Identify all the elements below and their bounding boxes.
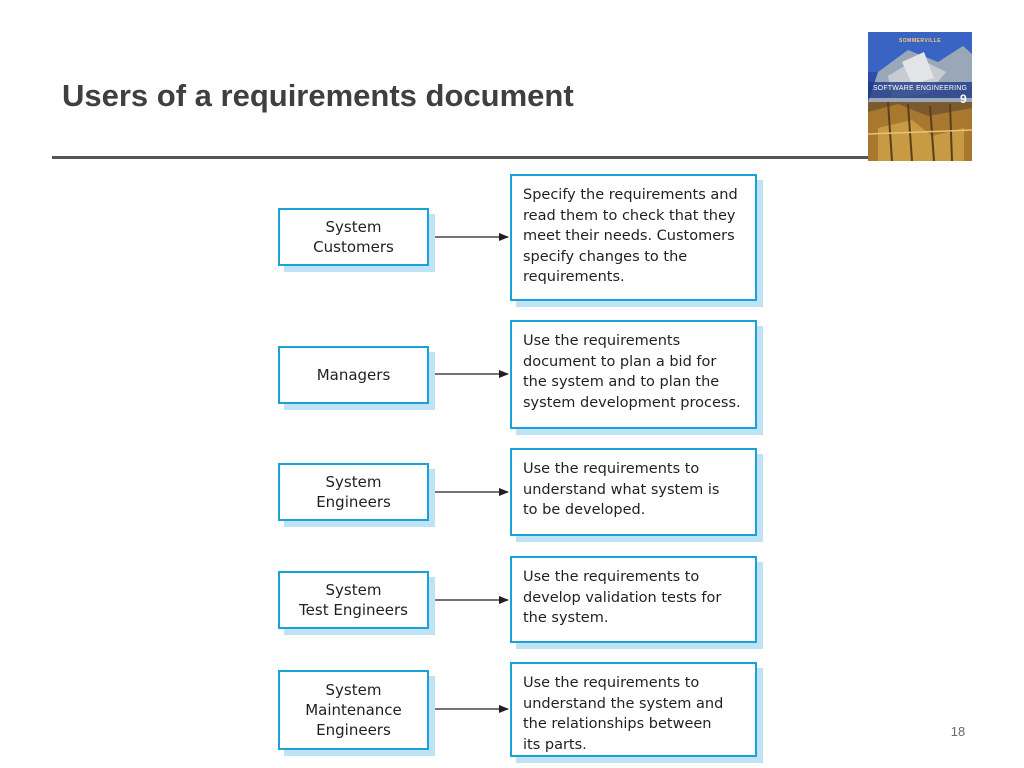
book-title: SOFTWARE ENGINEERING bbox=[872, 85, 968, 92]
book-edition: 9 bbox=[960, 92, 967, 106]
user-box-system-engineers: System Engineers bbox=[278, 463, 429, 521]
user-box-system-customers: System Customers bbox=[278, 208, 429, 266]
slide-title: Users of a requirements document bbox=[62, 78, 574, 113]
user-box-managers: Managers bbox=[278, 346, 429, 404]
use-box-system-customers: Specify the requirements and read them to check that they meet their needs. Customers specify changes to the requirements. bbox=[510, 174, 757, 301]
user-box-system-maintenance-engineers: System Maintenance Engineers bbox=[278, 670, 429, 750]
use-box-system-engineers: Use the requirements to understand what system is to be developed. bbox=[510, 448, 757, 536]
user-box-system-test-engineers: System Test Engineers bbox=[278, 571, 429, 629]
use-box-managers: Use the requirements document to plan a bid for the system and to plan the system development process. bbox=[510, 320, 757, 429]
page-number: 18 bbox=[950, 724, 966, 739]
book-author: SOMMERVILLE bbox=[898, 38, 942, 44]
use-box-system-maintenance-engineers: Use the requirements to understand the system and the relationships between its parts. bbox=[510, 662, 757, 757]
use-box-system-test-engineers: Use the requirements to develop validation tests for the system. bbox=[510, 556, 757, 643]
